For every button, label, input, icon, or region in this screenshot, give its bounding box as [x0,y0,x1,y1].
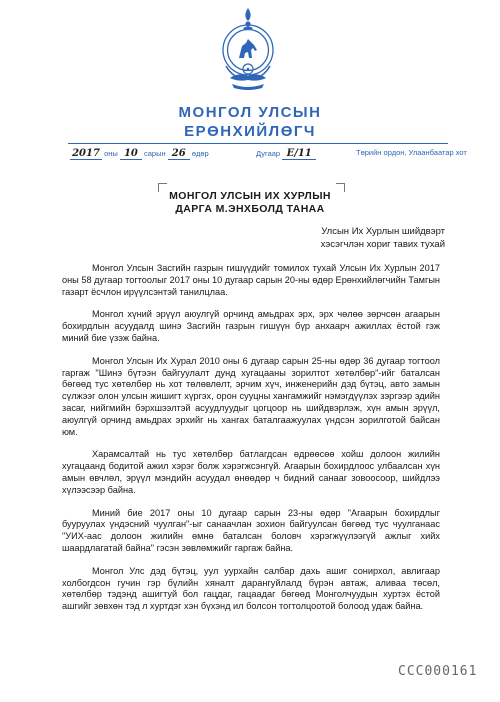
subject-line2: хэсэгчлэн хориг тавих тухай [320,239,445,250]
issuer-title-line1: МОНГОЛ УЛСЫН [178,104,322,121]
subject-line1: Улсын Их Хурлын шийдвэрт [321,226,445,237]
issuer-address: Төрийн ордон, Улаанбаатар хот [356,148,467,157]
date-month: 10 [120,148,142,160]
date-month-suffix: сарын [144,149,166,158]
body-paragraph: Монгол Улс дэд бүтэц, уул уурхайн салбар дахь ашиг сонирхол, авлигаар холбогдсон гучин гэр бүлийн хяналт дарангуйлалд бүрэн автаж, аливаа төсөл, хөтөлбөр тэдэнд ашигтуй бол гацдаг, гацаадаг бөгөөд Монголчуудын хуртэх ёстой ашгийг зөвхөн тэд л хуртдэг хэн бүхэнд ил болсон тогтолцоотой болоод удаж байна. [62,565,440,612]
body-paragraph: Монгол хүний эрүүл аюулгүй орчинд амьдрах эрх, эрх чөлөө зөрчсөн агаарын бохирдлын асуудалд шинэ Засгийн газрын гишүүн бүр анхаарч ажиллах ёстой гэж миний бие үзэж байна. [62,309,440,343]
body-paragraph: Харамсалтай нь тус хөтөлбөр батлагдсан өдрөөсөө хойш долоон жилийн хугацаанд бодитой ажил хэрэг болж хэрэгжсэнгүй. Агаарын бохирдлоос улбаалсан хүн амын өвчлөл, эрүүл мэндийн асуудал өнөөдөр ч бидний санааг зовоосоор, шийдлээ хүлээсээр байна. [62,449,440,495]
document-number-label: Дугаар [256,149,281,158]
recipient-line1: МОНГОЛ УЛСЫН ИХ ХУРЛЫН [169,190,331,202]
document-date [70,148,209,160]
header-divider [68,143,448,144]
letter-body [62,263,440,624]
body-paragraph: Монгол Улсын Их Хурал 2010 оны 6 дугаар сарын 25-ны өдөр 36 дугаар тогтоол гаргаж "Шинэ бүтээн байгуулалт дунд хугацааны зорилтот хөтөлбөр"-ийг баталсан бөгөөд тус хөтөлбөр нь хот төлөвлөлт, эрчим хүч, инженерийн дэд бүтэц, авто замын сүлжээг олон улсын жишигт хүргэх, орон сууцны хангамжийг нэмэгдүүлэх зэргээр эдийн засаг, нийгмийн бэрхшээлтэй асуудлуудыг цогцоор нь шийдвэрлэж, хүн амын эрүүл, аюулгүй орчинд амьдрах эрхийг нь хангах баталгаажуулах үндсэн зорилготой байсан юм. [62,355,440,437]
date-year-suffix: оны [104,149,118,158]
issuer-title-line2: ЕРӨНХИЙЛӨГЧ [184,123,316,140]
body-paragraph: Миний бие 2017 оны 10 дугаар сарын 23-ны өдөр "Агаарын бохирдлыг бууруулах үндэсний чуулган"-ыг санаачлан зохион байгуулсан бөгөөд тус чуулганаас "УИХ-аас долоон жилийн өмнө баталсан боловч хэрэгжүүлээгүй ажлыг хийх шаардлагатай байна" гэсэн зөвлөмжийг гаргаж байна. [62,507,440,553]
body-paragraph: Монгол Улсын Засгийн газрын гишүүдийг томилох тухай Улсын Их Хурлын 2017 оны 58 дугаар тогтоолыг 2017 оны 10 дугаар сарын 20-ны өдөр Ерөнхийлөгчийн Тамгын газарт ёсчлон ирүүлсэнтэй танилцлаа. [62,263,440,297]
date-day: 26 [168,148,190,160]
document-number-value: Е/11 [282,148,316,160]
document-number [256,148,316,160]
document-serial-number: ССС000161 [398,664,478,679]
date-year: 2017 [70,148,102,160]
recipient-line2: ДАРГА М.ЭНХБОЛД ТАНАА [175,203,325,215]
date-day-suffix: өдөр [191,149,209,158]
state-emblem-icon [218,6,278,92]
